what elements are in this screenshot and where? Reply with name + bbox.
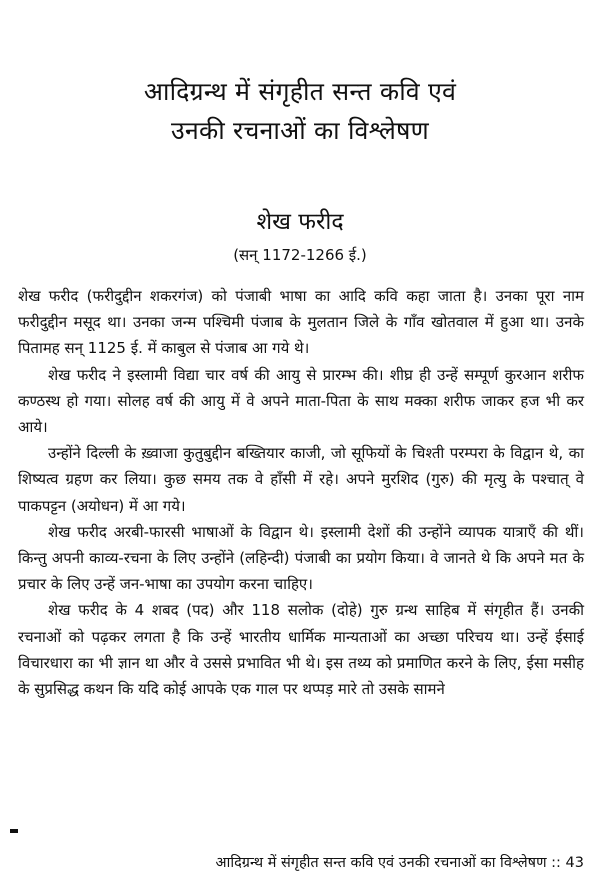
margin-mark [10, 829, 18, 833]
chapter-title [0, 72, 600, 150]
chapter-title-line-2: उनकी रचनाओं का विश्लेषण [171, 116, 429, 145]
paragraph-5: शेख फरीद के 4 शबद (पद) और 118 सलोक (दोहे) गुरु ग्रन्थ साहिब में संगृहीत हैं। उनकी रचनाओं को पढ़कर लगता है कि उन्हें भारतीय धार्मिक मान्यताओं का अच्छा परिचय था। उन्हें ईसाई विचारधारा का भी ज्ञान था और वे उससे प्रभावित भी थे। इस तथ्य को प्रमाणित करने के लिए, ईसा मसीह के सुप्रसिद्ध कथन कि यदि कोई आपके एक गाल पर थप्पड़ मारे तो उसके सामने [18, 601, 584, 699]
section-heading: शेख फरीद [256, 209, 344, 235]
paragraph-4: शेख फरीद अरबी-फारसी भाषाओं के विद्वान थे। इस्लामी देशों की उन्होंने व्यापक यात्राएँ की थीं। किन्तु अपनी काव्य-रचना के लिए उन्होंने (लहिन्दी) पंजाबी का प्रयोग किया। वे जानते थे कि अपने मत के प्रचार के लिए उन्हें जन-भाषा का उपयोग करना चाहिए। [18, 522, 584, 594]
paragraph-1: शेख फरीद (फरीदुद्दीन शकरगंज) को पंजाबी भाषा का आदि कवि कहा जाता है। उनका पूरा नाम फरीदुद्दीन मसूद था। उनका जन्म पश्चिमी पंजाब के मुलतान जिले के गाँव खोतवाल में हुआ था। उनके पितामह सन् 1125 ई. में काबुल से पंजाब आ गये थे। [18, 287, 584, 358]
paragraph-3: उन्होंने दिल्ली के ख़्वाजा कुतुबुद्दीन बख्तियार काजी, जो सूफियों के चिश्ती परम्परा के विद्वान थे, का शिष्यत्व ग्रहण कर लिया। कुछ समय तक वे हाँसी में रहे। अपने मुरशिद (गुरु) की मृत्यु के पश्चात् वे पाकपट्टन (अयोधन) में आ गये। [18, 444, 584, 515]
body-text [18, 283, 584, 702]
section-dates: (सन् 1172-1266 ई.) [233, 246, 367, 264]
running-footer: आदिग्रन्थ में संगृहीत सन्त कवि एवं उनकी रचनाओं का विश्लेषण :: 43 [215, 855, 584, 871]
paragraph-2: शेख फरीद ने इस्लामी विद्या चार वर्ष की आयु से प्रारम्भ की। शीघ्र ही उन्हें सम्पूर्ण कुरआन शरीफ कण्ठस्थ हो गया। सोलह वर्ष की आयु में वे अपने माता-पिता के साथ मक्का शरीफ जाकर हज भी कर आये। [18, 365, 584, 437]
chapter-title-line-1: आदिग्रन्थ में संगृहीत सन्त कवि एवं [143, 77, 457, 106]
